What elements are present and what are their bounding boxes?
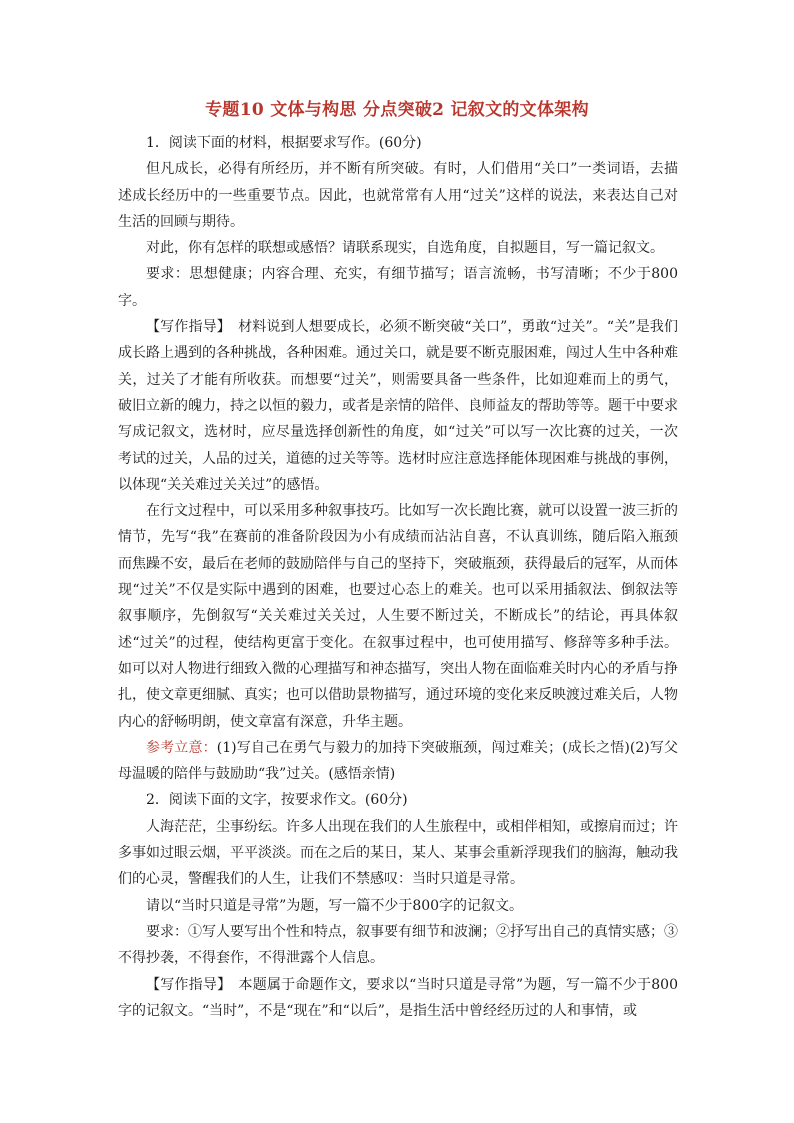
question-1-stem: 1．阅读下面的材料，根据要求写作。(60分) [146, 135, 422, 151]
question-1-reference [118, 735, 678, 788]
guide-text: 本题属于命题作文，要求以“当时只道是寻常”为题，写一篇不少于800字的记叙文。“当时”，不是“现在”和“以后”，是指生活中曾经经历过的人和事情，或 [118, 976, 678, 1019]
question-2-material: 人海茫茫，尘事纷纭。许多人出现在我们的人生旅程中，或相伴相知，或擦肩而过；许多事如过眼云烟，平平淡淡。而在之后的某日，某人、某事会重新浮现我们的脑海，触动我们的心灵，警醒我们的人生，让我们不禁感叹：当时只道是寻常。 [118, 818, 678, 888]
guide-label: 【写作指导】 [146, 319, 224, 336]
guide-label: 【写作指导】 [146, 976, 225, 993]
question-2-requirements: 要求：①写人要写出个性和特点，叙事要有细节和波澜；②抒写出自己的真情实感；③不得抄袭，不得套作，不得泄露个人信息。 [118, 923, 678, 967]
guide-text: 材料说到人想要成长，必须不断突破“关口”，勇敢“过关”。“关”是我们成长路上遇到的各种挑战，各种困难。通过关口，就是要不断克服困难，闯过人生中各种难关，过关了才能有所收获。而想要“过关”，则需要具备一些条件，比如迎难而上的勇气，破旧立新的魄力，持之以恒的毅力，或者是亲情的陪伴、良师益友的帮助等等。题干中要求写成记叙文，选材时，应尽量选择创新性的角度，如“过关”可以写一次比赛的过关，一次考试的过关，人品的过关，道德的过关等等。选材时应注意选择能体现困难与挑战的事例，以体现“关关难过关关过”的感悟。 [118, 319, 679, 493]
page-title: 专题10 文体与构思 分点突破2 记叙文的文体架构 [205, 100, 589, 120]
document-body [118, 130, 678, 1024]
reference-label: 参考立意： [146, 739, 217, 756]
question-2-stem: 2．阅读下面的文字，按要求作文。(60分) [146, 792, 408, 809]
question-1-guide-paragraph-2: 在行文过程中，可以采用多种叙事技巧。比如写一次长跑比赛，就可以设置一波三折的情节，先写“我”在赛前的准备阶段因为小有成绩而沾沾自喜，不认真训练，随后陷入瓶颈而焦躁不安，最后在老师的鼓励陪伴与自己的坚持下，突破瓶颈，获得最后的冠军，从而体现“过关”不仅是实际中遇到的困难，也要过心态上的难关。也可以采用插叙法、倒叙法等叙事顺序，先倒叙写“关关难过关关过，人生要不断过关，不断成长”的结论，再具体叙述“过关”的过程，使结构更富于变化。在叙事过程中，也可使用描写、修辞等多种手法。如可以对人物进行细致入微的心理描写和神态描写，突出人物在面临难关时内心的矛盾与挣扎，使文章更细腻、真实；也可以借助景物描写，通过环境的变化来反映渡过难关后，人物内心的舒畅明朗，使文章富有深意，升华主题。 [118, 503, 678, 730]
question-1-requirements: 要求：思想健康；内容合理、充实，有细节描写；语言流畅，书写清晰；不少于800字。 [118, 266, 678, 309]
question-2-guide [118, 972, 678, 1025]
reference-text: (1)写自己在勇气与毅力的加持下突破瓶颈，闯过难关；(成长之悟)(2)写父母温暖的陪伴与鼓励助“我”过关。(感悟亲情) [118, 739, 678, 783]
question-1-guide [118, 314, 678, 498]
question-1-material: 但凡成长，必得有所经历，并不断有所突破。有时，人们借用“关口”一类词语，去描述成长经历中的一些重要节点。因此，也就常常有人用“过关”这样的说法，来表达自己对生活的回顾与期待。 [118, 161, 678, 230]
question-2-prompt: 请以“当时只道是寻常”为题，写一篇不少于800字的记叙文。 [146, 897, 524, 914]
question-1-prompt: 对此，你有怎样的联想或感悟？请联系现实，自选角度，自拟题目，写一篇记叙文。 [146, 240, 664, 257]
